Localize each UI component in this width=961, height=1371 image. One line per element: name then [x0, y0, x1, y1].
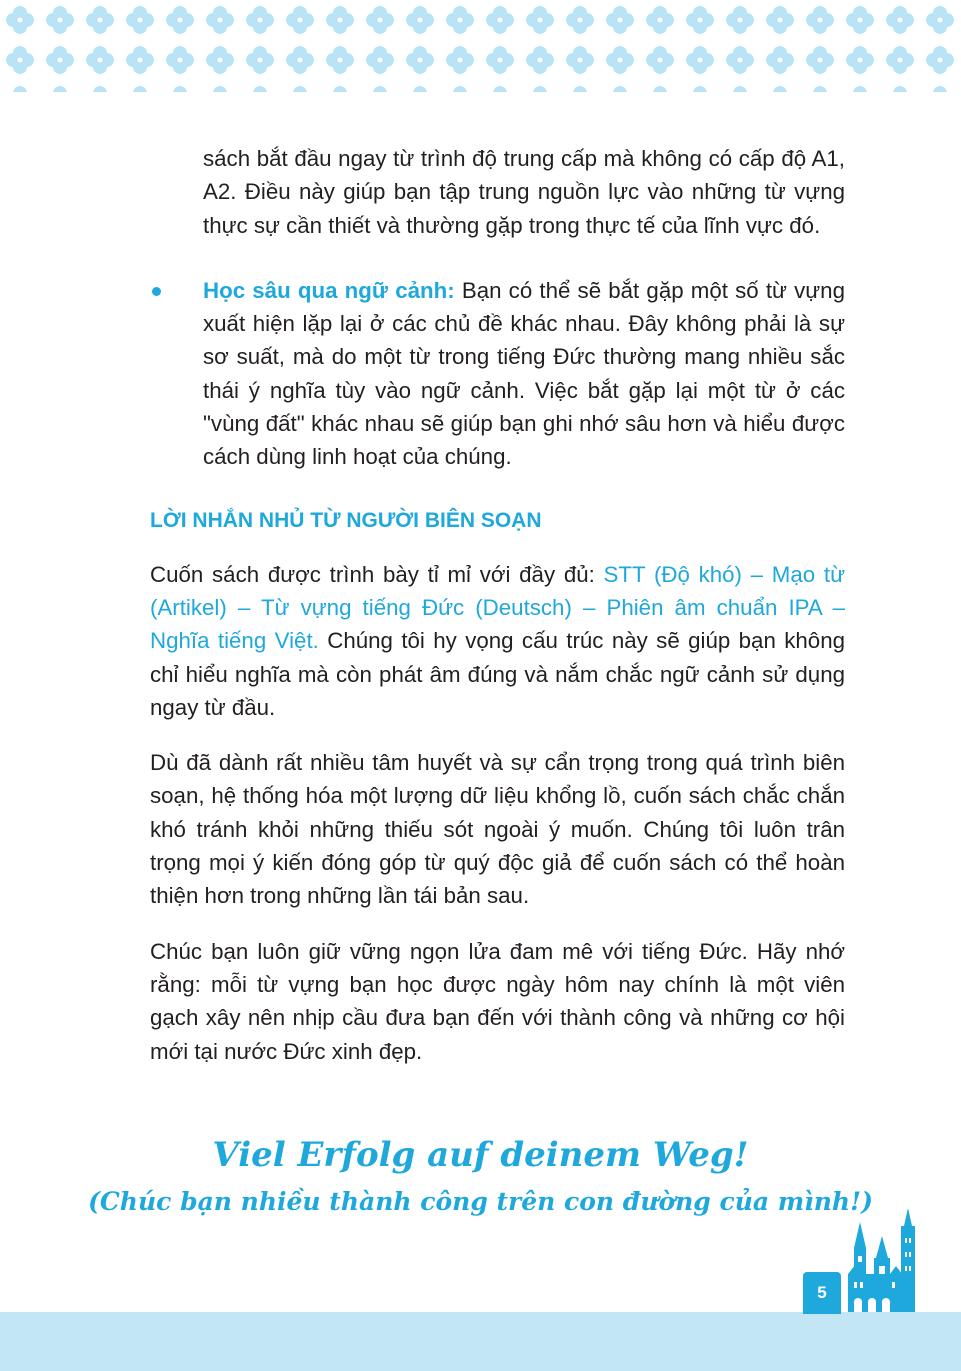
bullet-term: Học sâu qua ngữ cảnh: — [203, 277, 455, 303]
paragraph-encouragement: Chúc bạn luôn giữ vững ngọn lửa đam mê với tiếng Đức. Hãy nhớ rằng: mỗi từ vựng bạn học được ngày hôm nay chính là một viên gạch xây nên nhịp cầu đưa bạn đến với thành công và những cơ hội mới tại nước Đức xinh đẹp. — [150, 938, 845, 1064]
closing-vietnamese: (Chúc bạn nhiều thành công trên con đường của mình!) — [88, 1187, 873, 1216]
bullet-dot-icon — [152, 287, 161, 296]
castle-icon — [846, 1208, 922, 1312]
paragraph-structure — [150, 558, 845, 724]
closing-german: Viel Erfolg auf deinem Weg! — [212, 1135, 749, 1175]
page-content — [150, 142, 845, 1068]
bottom-band — [0, 1312, 961, 1371]
bullet-list — [150, 274, 845, 474]
section-heading: LỜI NHẮN NHỦ TỪ NGƯỜI BIÊN SOẠN — [150, 508, 542, 532]
list-item — [150, 274, 845, 474]
decorative-top-pattern — [0, 0, 961, 92]
paragraph-structure-intro: Cuốn sách được trình bày tỉ mỉ với đầy đủ: — [150, 561, 604, 587]
intro-continuation: sách bắt đầu ngay từ trình độ trung cấp mà không có cấp độ A1, A2. Điều này giúp bạn tập trung nguồn lực vào những từ vựng thực sự cần thiết và thường gặp trong thực tế của lĩnh vực đó. — [203, 146, 845, 238]
paragraph-structure-rest: Chúng tôi hy vọng cấu trúc này sẽ giúp bạn không chỉ hiểu nghĩa mà còn phát âm đúng và nắm chắc ngữ cảnh sử dụng ngay từ đầu. — [150, 628, 845, 720]
bullet-text: Bạn có thể sẽ bắt gặp một số từ vựng xuất hiện lặp lại ở các chủ đề khác nhau. Đây không phải là sự sơ suất, mà do một từ trong tiếng Đức thường mang nhiều sắc thái ý nghĩa tùy vào ngữ cảnh. Việc bắt gặp lại một từ ở các "vùng đất" khác nhau sẽ giúp bạn ghi nhớ sâu hơn và hiểu được cách dùng linh hoạt của chúng. — [203, 277, 845, 470]
structure-highlight: STT (Độ khó) – Mạo từ (Artikel) – Từ vựng tiếng Đức (Deutsch) – Phiên âm chuẩn IPA – Nghĩa tiếng Việt. — [150, 561, 845, 654]
page-number: 5 — [803, 1272, 841, 1314]
paragraph-feedback: Dù đã dành rất nhiều tâm huyết và sự cẩn trọng trong quá trình biên soạn, hệ thống hóa một lượng dữ liệu khổng lồ, cuốn sách chắc chắn khó tránh khỏi những thiếu sót ngoài ý muốn. Chúng tôi luôn trân trọng mọi ý kiến đóng góp từ quý độc giả để cuốn sách có thể hoàn thiện hơn trong những lần tái bản sau. — [150, 750, 845, 909]
